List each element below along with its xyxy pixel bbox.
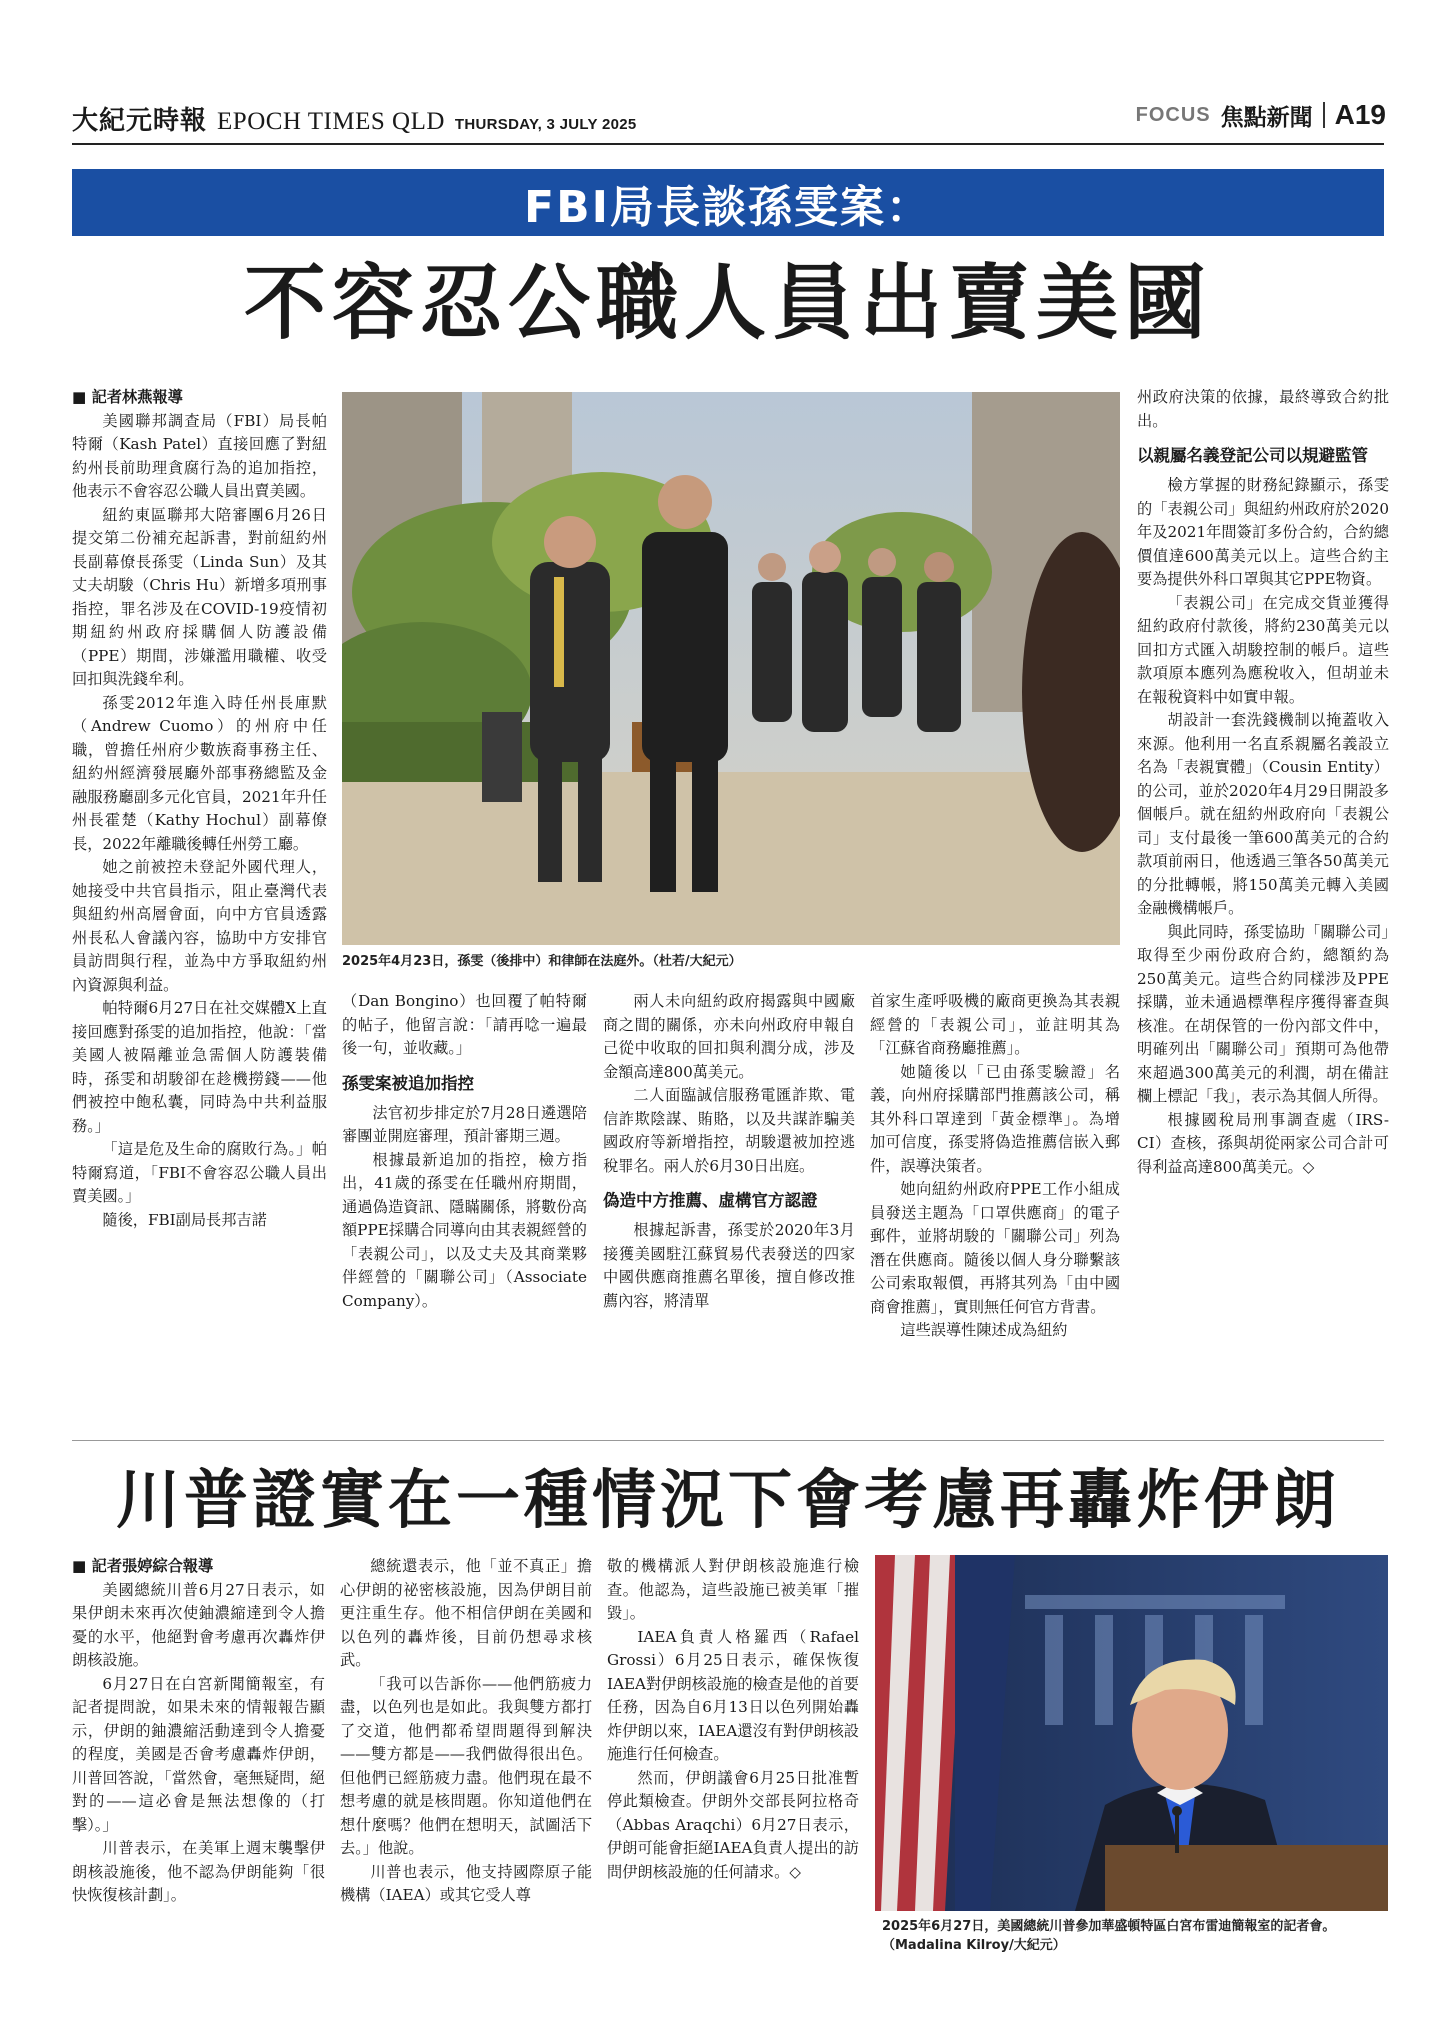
paragraph: 根據最新追加的指控，檢方指出，41歲的孫雯在任職州府期間，通過偽造資訊、隱瞞關係，將數份高額PPE採購合同導向由其表親經營的「表親公司」，以及丈夫及其商業夥伴經營的「關聯公司」（Associate Company）。 [342, 1150, 587, 1310]
paragraph: 「表親公司」在完成交貨並獲得紐約政府付款後，將約230萬美元以回扣方式匯入胡駿控制的帳戶。這些款項原本應列為應稅收入，但胡並未在報稅資料中如實申報。 [1137, 593, 1389, 706]
paragraph: 紐約東區聯邦大陪審團6月26日提交第二份補充起訴書，對前紐約州長副幕僚長孫雯（Linda Sun）及其丈夫胡駿（Chris Hu）新增多項刑事指控，罪名涉及在COVID-19疫情初期紐約州政府採購個人防護設備（PPE）期間，涉嫌濫用職權、收受回扣與洗錢牟利。 [72, 505, 327, 688]
paragraph: 與此同時，孫雯協助「關聯公司」取得至少兩份政府合約，總額約為250萬美元。這些合約同樣涉及PPE採購，並未通過標準程序獲得審查與核准。在胡保管的一份內部文件中，明確列出「關聯公司」預期可為他帶來超過300萬美元的利潤，胡在備註欄上標記「我」，表示為其個人所得。 [1137, 922, 1389, 1105]
paragraph: 川普也表示，他支持國際原子能機構（IAEA）或其它受人尊 [340, 1862, 592, 1904]
paragraph: 帕特爾6月27日在社交媒體X上直接回應對孫雯的追加指控，他說：「當美國人被隔離並急需個人防護裝備時，孫雯和胡駿卻在趁機撈錢——他們被控中飽私囊，同時為中共利益服務。」 [72, 999, 327, 1135]
paragraph: 她隨後以「已由孫雯驗證」名義，向州府採購部門推薦該公司，稱其外科口罩達到「黃金標準」。為增加可信度，孫雯將偽造推薦信嵌入郵件，誤導決策者。 [870, 1062, 1120, 1175]
paragraph: 總統還表示，他「並不真正」擔心伊朗的祕密核設施，因為伊朗目前更注重生存。他不相信伊朗在美國和以色列的轟炸後，目前仍想尋求核武。 [340, 1557, 592, 1669]
masthead-right [1136, 98, 1386, 132]
article1-kicker: FBI局長談孫雯案： [524, 181, 932, 233]
paragraph: 孫雯2012年進入時任州長庫默（Andrew Cuomo）的州府中任職，曾擔任州府少數族裔事務主任、紐約州經濟發展廳外部事務總監及金融服務廳副多元化官員，2021年升任州長霍楚（Kathy Hochul）副幕僚長，2022年離職後轉任州勞工廳。 [72, 693, 327, 853]
paragraph: 川普表示，在美軍上週末襲擊伊朗核設施後，他不認為伊朗能夠「很快恢復核計劃」。 [72, 1839, 325, 1904]
paragraph: 她向紐約州政府PPE工作小組成員發送主題為「口罩供應商」的電子郵件，並將胡駿的「關聯公司」列為潛在供應商。隨後以個人身分聯繫該公司索取報價，再將其列為「由中國商會推薦」，實則無任何官方背書。 [870, 1180, 1120, 1316]
article1-photo-caption: 2025年4月23日，孫雯（後排中）和律師在法庭外。（杜若/大紀元） [342, 954, 742, 969]
article1-column-3 [603, 990, 855, 1430]
article2-photo-caption-line1: 2025年6月27日，美國總統川普參加華盛頓特區白宮布雷迪簡報室的記者會。 [882, 1919, 1336, 1934]
article1-kicker-banner [72, 169, 1384, 236]
courthouse-photo-illustration [342, 392, 1120, 945]
paragraph: 美國聯邦調查局（FBI）局長帕特爾（Kash Patel）直接回應了對紐約州長前助理貪腐行為的追加指控，他表示不會容忍公職人員出賣美國。 [72, 411, 327, 500]
paragraph: IAEA負責人格羅西（Rafael Grossi）6月25日表示，確保恢復IAEA對伊朗核設施的檢查是他的首要任務，因為自6月13日以色列開始轟炸伊朗以來，IAEA還沒有對伊朗核設施進行任何檢查。 [607, 1627, 859, 1763]
paragraph: 二人面臨誠信服務電匯詐欺、電信詐欺陰謀、賄賂，以及共謀詐騙美國政府等新增指控，胡駿還被加控逃稅罪名。兩人於6月30日出庭。 [603, 1086, 855, 1175]
article1-column-2 [342, 990, 587, 1430]
paragraph: 敬的機構派人對伊朗核設施進行檢查。他認為，這些設施已被美軍「摧毀」。 [607, 1557, 859, 1622]
paragraph: （Dan Bongino）也回覆了帕特爾的帖子，他留言說：「請再唸一遍最後一句，並收藏。」 [342, 992, 587, 1057]
paragraph: 她之前被控未登記外國代理人，她接受中共官員指示，阻止臺灣代表與紐約州高層會面，向中方官員透露州長私人會議內容，協助中方安排官員訪問與行程，並為中方爭取紐約州內資源與利益。 [72, 858, 327, 994]
brand-name-en: EPOCH TIMES QLD [217, 108, 445, 135]
article2-column-1 [72, 1555, 325, 1975]
paragraph: 美國總統川普6月27日表示，如果伊朗未來再次使鈾濃縮達到令人擔憂的水平，他絕對會考慮再次轟炸伊朗核設施。 [72, 1580, 325, 1669]
section-label-en: FOCUS [1135, 103, 1211, 126]
article1-column-5 [1137, 386, 1389, 1431]
paragraph: 「我可以告訴你——他們筋疲力盡，以色列也是如此。我與雙方都打了交道，他們都希望問題得到解決——雙方都是——我們做得很出色。但他們已經筋疲力盡。他們現在最不想考慮的就是核問題。你知道他們在想什麼嗎？他們在想明天，試圖活下去。」他說。 [340, 1674, 592, 1857]
article2-column-2 [340, 1555, 592, 1975]
paragraph: 胡設計一套洗錢機制以掩蓋收入來源。他利用一名直系親屬名義設立名為「表親實體」（Cousin Entity）的公司，並於2020年4月29日開設多個帳戶。就在紐約州政府向「表親公司」支付最後一筆600萬美元的合約款項前兩日，他透過三筆各50萬美元的分批轉帳，將150萬美元轉入美國金融機構帳戶。 [1137, 711, 1389, 917]
press-briefing-photo-illustration [875, 1555, 1388, 1911]
article1-photo [342, 392, 1120, 945]
paragraph: 6月27日在白宮新聞簡報室，有記者提問說，如果未來的情報報告顯示，伊朗的鈾濃縮活動達到令人擔憂的程度，美國是否會考慮轟炸伊朗，川普回答說，「當然會，毫無疑問，絕對的——這必會是無法想像的（打擊）。」 [72, 1674, 325, 1834]
article2-photo-caption-line2: （Madalina Kilroy/大紀元） [882, 1938, 1066, 1953]
article2-headline: 川普證實在一種情況下會考慮再轟炸伊朗 [116, 1464, 1340, 1538]
article2-photo [875, 1555, 1388, 1911]
article1-subheading-3: 以親屬名義登記公司以規避監管 [1137, 446, 1368, 465]
masthead-rule [72, 143, 1384, 145]
paragraph: 然而，伊朗議會6月25日批准暫停此類檢查。伊朗外交部長阿拉格奇（Abbas Araqchi）6月27日表示，伊朗可能會拒絕IAEA負責人提出的訪問伊朗核設施的任何請求。◇ [607, 1768, 859, 1881]
section-label-cn: 焦點新聞 [1220, 104, 1313, 131]
masthead-left [72, 100, 637, 136]
brand-name-cn: 大紀元時報 [72, 106, 208, 136]
article1-byline: ■ 記者林燕報導 [72, 388, 183, 406]
paragraph: 隨後，FBI副局長邦吉諾 [102, 1210, 267, 1229]
paragraph: 法官初步排定於7月28日遴選陪審團並開庭審理，預計審期三週。 [342, 1103, 587, 1145]
page-number: A19 [1334, 99, 1386, 130]
article1-headline: 不容忍公職人員出賣美國 [243, 255, 1212, 351]
article2-byline: ■ 記者張婷綜合報導 [72, 1557, 214, 1575]
article1-column-4 [870, 990, 1120, 1430]
paragraph: 根據國稅局刑事調查處（IRS-CI）查核，孫與胡從兩家公司合計可得利益高達800萬美元。◇ [1137, 1110, 1389, 1176]
article2-column-3 [607, 1555, 859, 1975]
article1-subheading-2: 偽造中方推薦、虛構官方認證 [603, 1191, 818, 1210]
paragraph: 「這是危及生命的腐敗行為。」帕特爾寫道，「FBI不會容忍公職人員出賣美國。」 [72, 1140, 327, 1205]
paragraph: 首家生產呼吸機的廠商更換為其表親經營的「表親公司」，並註明其為「江蘇省商務廳推薦」。 [870, 992, 1120, 1057]
paragraph: 根據起訴書，孫雯於2020年3月接獲美國駐江蘇貿易代表發送的四家中國供應商推薦名單後，擅自修改推薦內容，將清單 [603, 1221, 855, 1310]
article2-photo-caption [882, 1917, 1388, 1955]
masthead-separator [1323, 102, 1325, 128]
article1-column-1 [72, 386, 327, 1431]
article1-subheading-1: 孫雯案被追加指控 [342, 1073, 474, 1093]
paragraph: 檢方掌握的財務紀錄顯示，孫雯的「表親公司」與紐約州政府於2020年及2021年間簽訂多份合約，合約總價值達600萬美元以上。這些合約主要為提供外科口罩與其它PPE物資。 [1137, 476, 1389, 588]
paragraph: 州政府決策的依據，最終導致合約批出。 [1137, 388, 1389, 430]
paragraph: 這些誤導性陳述成為紐約 [900, 1321, 1068, 1339]
section-divider [72, 1440, 1384, 1441]
issue-date: THURSDAY, 3 JULY 2025 [454, 116, 637, 133]
paragraph: 兩人未向紐約政府揭露與中國廠商之間的關係，亦未向州政府申報自己從中收取的回扣與利潤分成，涉及金額高達800萬美元。 [603, 992, 855, 1081]
